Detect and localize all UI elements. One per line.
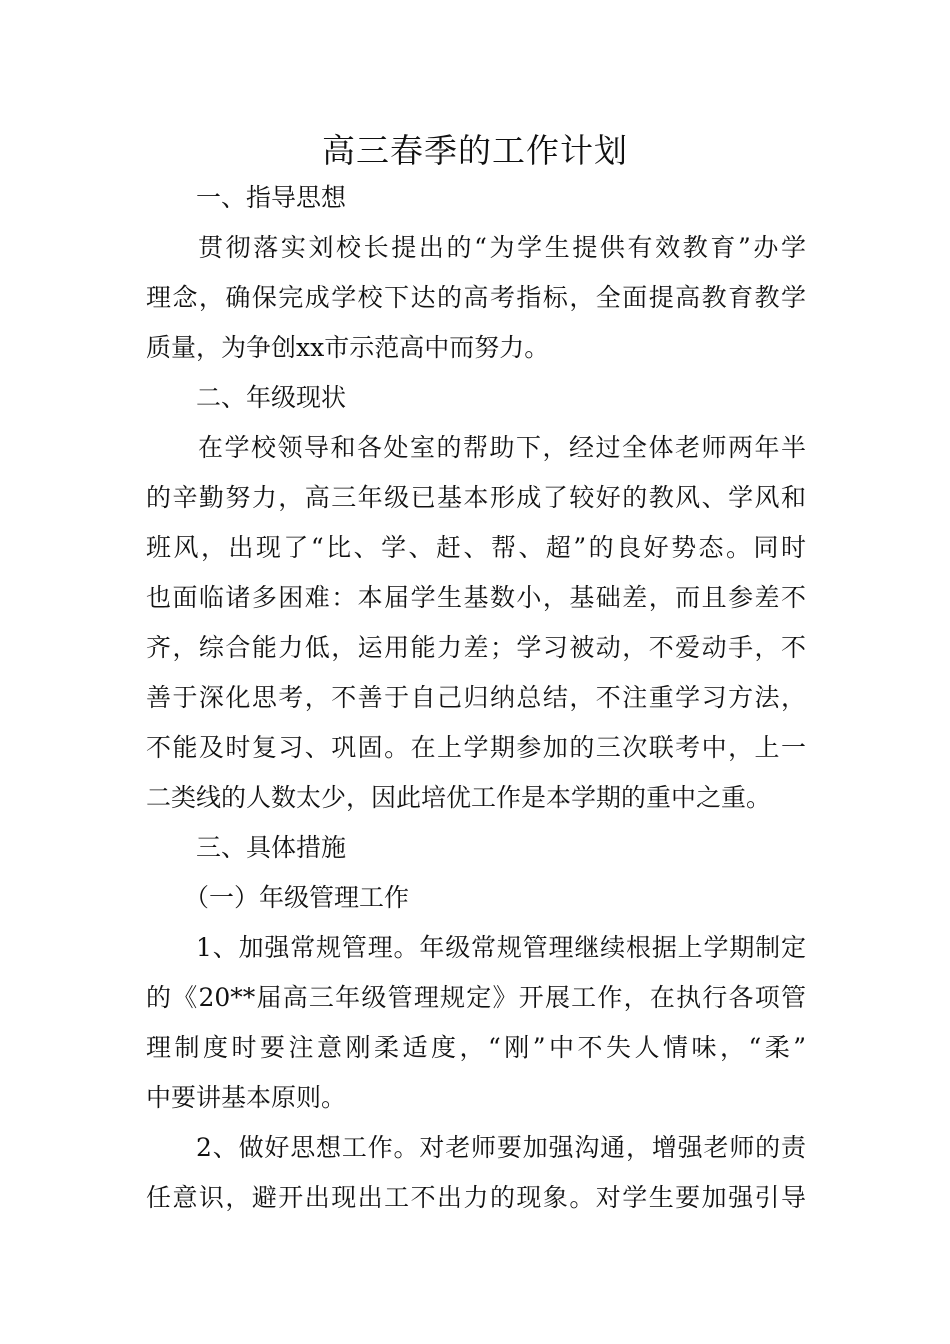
paragraph-line: 理制度时要注意刚柔适度，“刚”中不失人情味，“柔” bbox=[146, 1033, 806, 1062]
paragraph-line: 善于深化思考，不善于自己归纳总结，不注重学习方法， bbox=[146, 683, 806, 712]
paragraph-line: 质量，为争创xx市示范高中而努力。 bbox=[146, 333, 550, 362]
subsection-heading-grade-management: （一）年级管理工作 bbox=[184, 883, 410, 912]
paragraph-line: 贯彻落实刘校长提出的“为学生提供有效教育”办学 bbox=[198, 233, 806, 262]
paragraph-line: 在学校领导和各处室的帮助下，经过全体老师两年半 bbox=[198, 433, 806, 462]
paragraph-line: 的《20**届高三年级管理规定》开展工作，在执行各项管 bbox=[146, 983, 806, 1012]
section-heading-specific-measures: 三、具体措施 bbox=[196, 833, 347, 862]
paragraph-line: 的辛勤努力，高三年级已基本形成了较好的教风、学风和 bbox=[146, 483, 806, 512]
document-title: 高三春季的工作计划 bbox=[322, 131, 628, 170]
paragraph-line: 二类线的人数太少，因此培优工作是本学期的重中之重。 bbox=[146, 783, 772, 812]
paragraph-line: 1、加强常规管理。年级常规管理继续根据上学期制定 bbox=[196, 933, 806, 962]
paragraph-line: 任意识，避开出现出工不出力的现象。对学生要加强引导 bbox=[146, 1183, 806, 1212]
section-heading-grade-status: 二、年级现状 bbox=[196, 383, 347, 412]
paragraph-line: 齐，综合能力低，运用能力差；学习被动，不爱动手，不 bbox=[146, 633, 806, 662]
paragraph-line: 理念，确保完成学校下达的高考指标，全面提高教育教学 bbox=[146, 283, 806, 312]
paragraph-line: 不能及时复习、巩固。在上学期参加的三次联考中，上一 bbox=[146, 733, 806, 762]
paragraph-line: 也面临诸多困难：本届学生基数小，基础差，而且参差不 bbox=[146, 583, 806, 612]
paragraph-line: 中要讲基本原则。 bbox=[146, 1083, 347, 1112]
section-heading-guiding-ideology: 一、指导思想 bbox=[196, 183, 347, 212]
paragraph-line: 班风，出现了“比、学、赶、帮、超”的良好势态。同时 bbox=[146, 533, 806, 562]
paragraph-line: 2、做好思想工作。对老师要加强沟通，增强老师的责 bbox=[196, 1133, 806, 1162]
